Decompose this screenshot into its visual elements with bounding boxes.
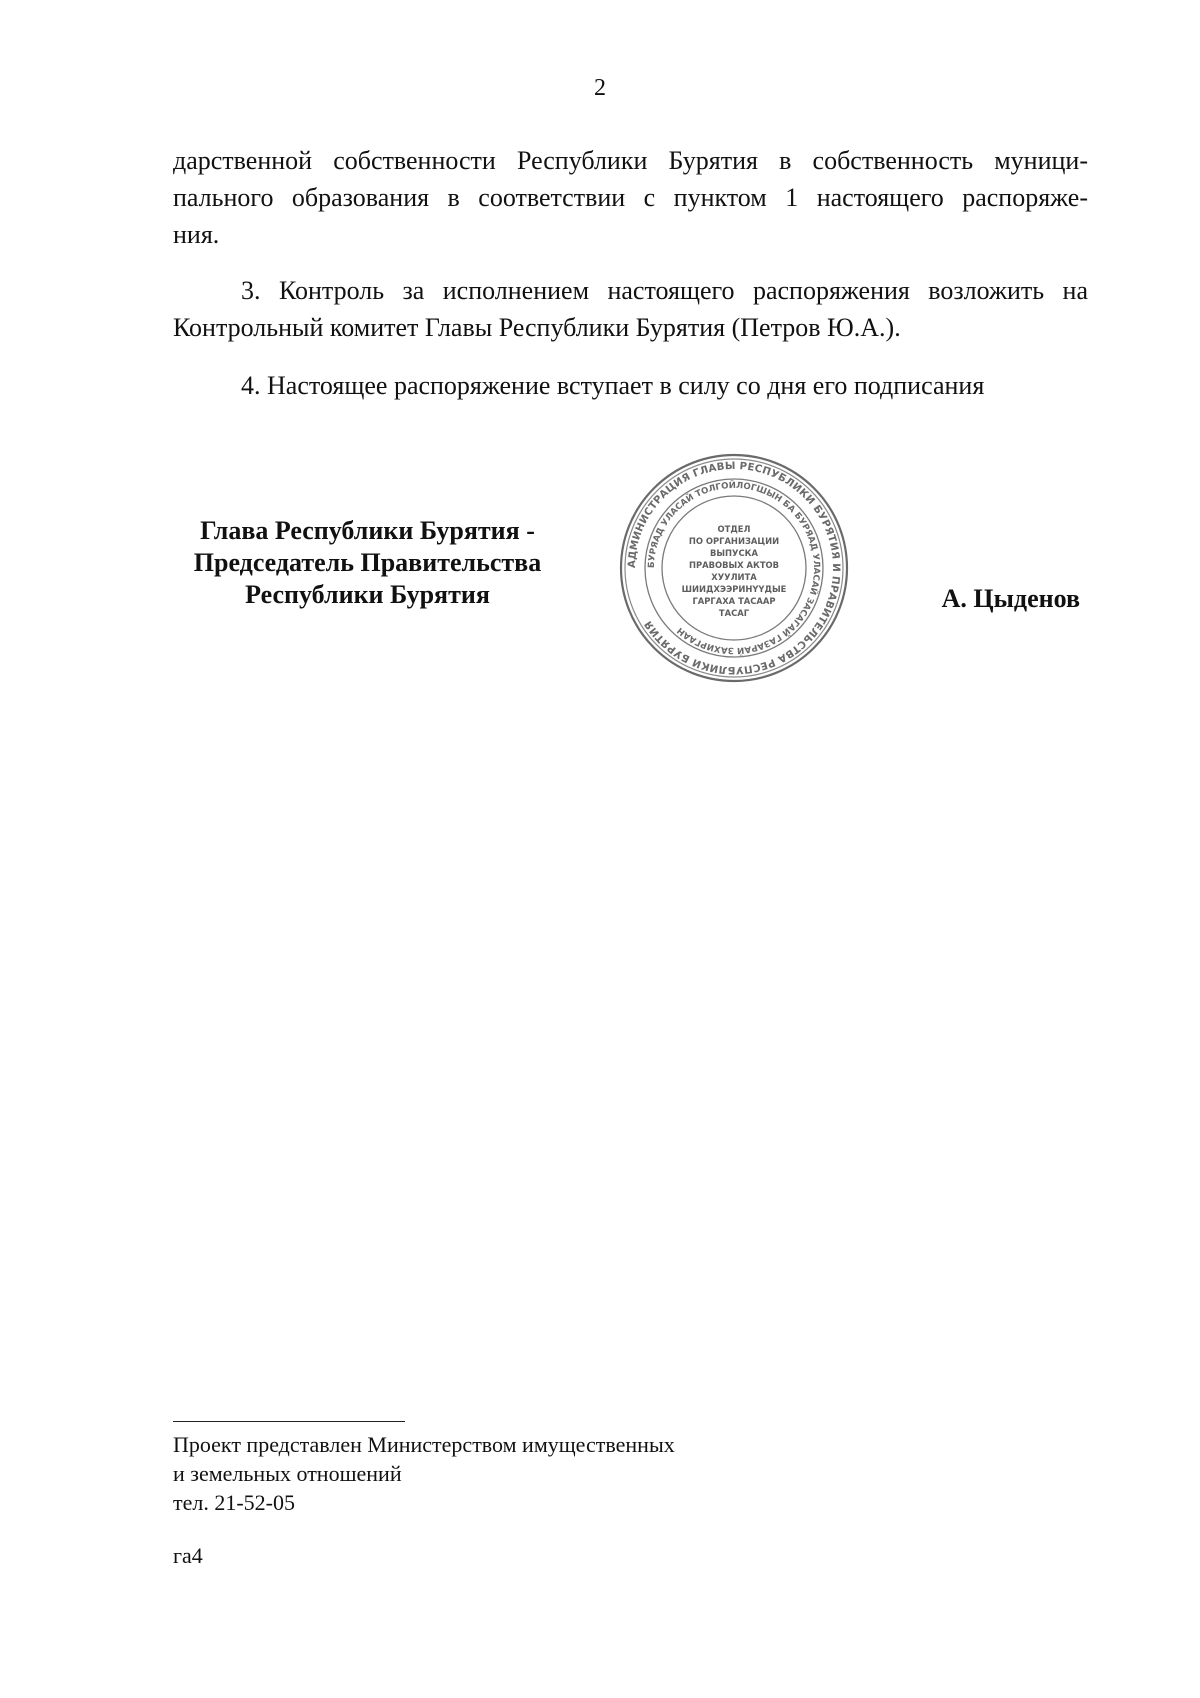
signatory-title-line-1: Глава Республики Бурятия -: [200, 516, 535, 545]
footnote-line-3: тел. 21-52-05: [173, 1490, 296, 1515]
signatory-title-line-3: Республики Бурятия: [245, 580, 490, 609]
signatory-title: [170, 515, 565, 611]
paragraph-item-4: 4. Настоящее распоряжение вступает в силу со дня его подписания: [241, 371, 985, 400]
stamp-center-line-3: ВЫПУСКА: [709, 548, 759, 558]
continuation-line-1: дарственной собственности Республики Бурятия в собственность муници-: [173, 146, 1088, 175]
stamp-center-line-4: ПРАВОВЫХ АКТОВ: [688, 560, 780, 570]
continuation-paragraph: [173, 142, 1088, 253]
paragraph-item-3: 3. Контроль за исполнением настоящего распоряжения возложить на Контрольный комитет Главы Республики Бурятия (Петров Ю.А.).: [173, 276, 1088, 342]
footnote-divider: [173, 1421, 405, 1422]
signatory-title-line-2: Председатель Правительства: [193, 548, 542, 577]
stamp-center-line-1: ОТДЕЛ: [717, 524, 751, 534]
stamp-center-line-7: ГАРГАХА ТАСААР: [692, 596, 776, 606]
continuation-line-3: ния.: [173, 220, 220, 249]
signatory-name: А. Цыденов: [941, 584, 1080, 613]
stamp-center-line-2: ПО ОРГАНИЗАЦИИ: [688, 536, 780, 546]
footnote-line-2: и земельных отношений: [173, 1461, 402, 1486]
footnote: [173, 1430, 675, 1517]
stamp-center-line-6: ШИИДХЭЭРИНҮҮДЫЕ: [681, 584, 787, 594]
file-code: га4: [173, 1543, 203, 1568]
stamp-center-line-8: ТАСАГ: [718, 608, 750, 618]
page-number: 2: [594, 75, 606, 101]
footnote-line-1: Проект представлен Министерством имущественных: [173, 1432, 675, 1457]
stamp-center-line-5: ХУУЛИТА: [711, 572, 757, 582]
round-seal-icon: [616, 450, 852, 686]
stamp-inner-text: БУРЯАД УЛАСАЙ ТОЛГОЙЛОГШЫН БА БУРЯАД УЛАСАЙ ЗАСАГАЙ ГАЗАРАЙ ЗАХИРГААН: [646, 480, 822, 656]
continuation-line-2: пального образования в соответствии с пунктом 1 настоящего распоряже-: [173, 183, 1088, 212]
stamp-outer-text: АДМИНИСТРАЦИЯ ГЛАВЫ РЕСПУБЛИКИ БУРЯТИЯ И ПРАВИТЕЛЬСТВА РЕСПУБЛИКИ БУРЯТИЯ: [626, 460, 842, 676]
